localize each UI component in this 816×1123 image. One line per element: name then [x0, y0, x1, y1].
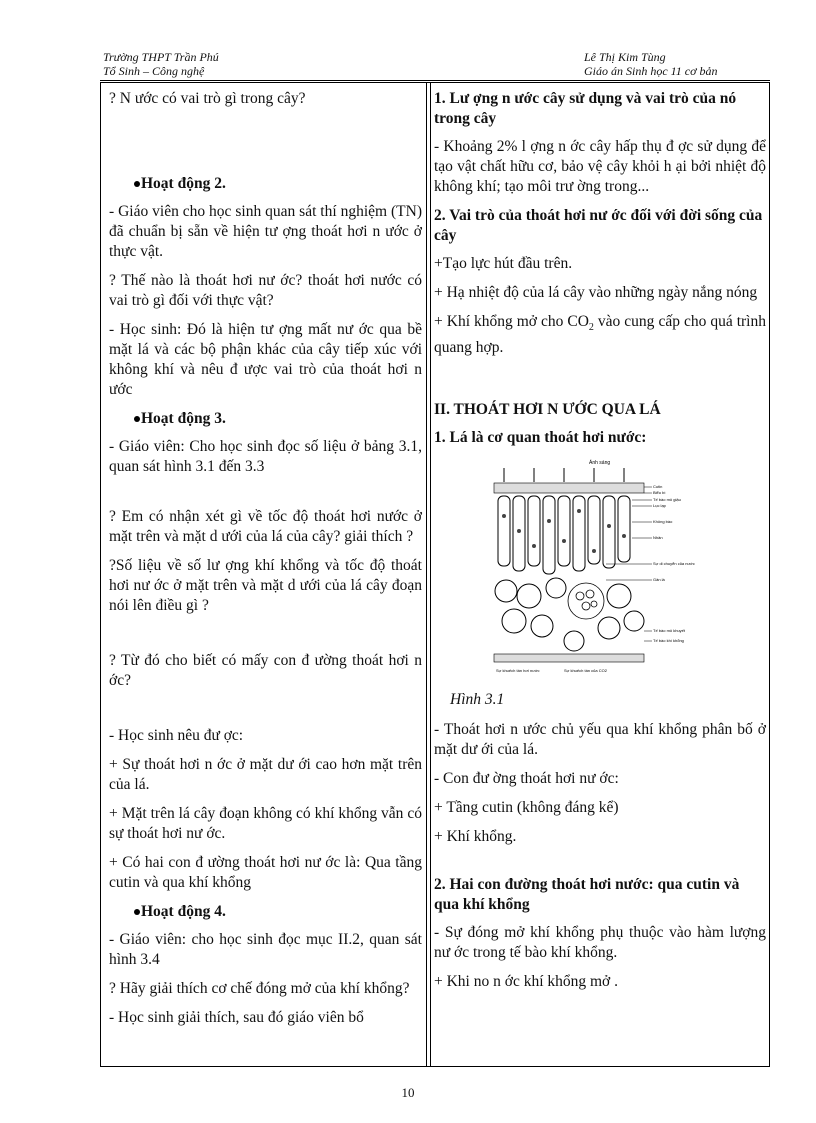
svg-text:Lục lạp: Lục lạp	[653, 503, 666, 509]
teacher-name: Lê Thị Kim Tùng	[584, 50, 666, 64]
svg-text:Biểu bì: Biểu bì	[653, 490, 666, 496]
header-rule	[100, 80, 770, 81]
department-name: Tổ Sinh – Công nghệ	[103, 64, 205, 78]
answer-1: + Sự thoát hơi n ớc ở mặt dư ới cao hơn mặt trên của lá.	[109, 756, 422, 793]
epidermis-upper	[494, 483, 644, 493]
transpiration-text: - Thoát hơi n ước chủ yếu qua khí khổng phân bố ở mặt dư ới của lá.	[434, 721, 766, 759]
palisade-cells	[498, 496, 630, 574]
section-1-text: - Khoảng 2% l ợng n ớc cây hấp thụ đ ợc sử dụng để tạo vật chất hữu cơ, bảo vệ cây khỏi h ại bởi nhiệt độ không khí; tạo môi trư ờng trong...	[434, 138, 766, 195]
content-column	[434, 83, 766, 1066]
epidermis-lower	[494, 654, 644, 662]
section-ii-2-heading: 2. Hai con đường thoát hơi nước: qua cutin và qua khí khổng	[434, 876, 740, 914]
svg-text:Tế bào khí khổng: Tế bào khí khổng	[653, 638, 684, 644]
question-5: ? Từ đó cho biết có mấy con đ ường thoát hơi n ớc?	[109, 652, 422, 689]
column-divider	[426, 83, 427, 1066]
header-right	[584, 50, 718, 78]
light-arrows-icon	[504, 468, 624, 482]
stomata-mechanism: - Sự đóng mở khí khổng phụ thuộc vào hàm lượng nư ớc trong tế bào khí khổng.	[434, 924, 766, 962]
answer-3: + Có hai con đ ường thoát hơi nư ớc là: Qua tầng cutin và qua khí khổng	[109, 854, 422, 891]
svg-text:Sự di chuyển của nước: Sự di chuyển của nước	[653, 561, 695, 567]
role-2: + Hạ nhiệt độ của lá cây vào những ngày nắng nóng	[434, 284, 758, 301]
light-label: Ánh sáng	[589, 460, 611, 467]
svg-text:Gân lá: Gân lá	[653, 577, 665, 583]
section-ii-1-heading: 1. Lá là cơ quan thoát hơi nước:	[434, 429, 647, 447]
school-name: Trường THPT Trần Phú	[103, 50, 219, 64]
header-left	[103, 50, 219, 78]
role-3: + Khí khổng mở cho $CO_2$ vào cung cấp cho quá trình quang hợp.	[434, 313, 766, 357]
svg-text:Sự khuếch tán của CO2: Sự khuếch tán của CO2	[564, 668, 607, 674]
stomata-open: + Khi no n ớc khí khổng mở .	[434, 973, 619, 991]
activity-2-heading: Hoạt động 2.	[109, 174, 422, 194]
column-divider-2	[430, 83, 431, 1066]
bullet-icon	[134, 416, 140, 422]
subject-name: Giáo án Sinh học 11 cơ bản	[584, 64, 718, 78]
question-2: ? Thế nào là thoát hơi nư ớc? thoát hơi nước có vai trò gì đối với thực vật?	[109, 272, 422, 309]
activity-4-heading: Hoạt động 4.	[109, 902, 422, 922]
leaf-diagram	[494, 456, 695, 686]
bullet-icon	[134, 909, 140, 915]
leaf-cross-section-figure	[494, 456, 695, 686]
answer-2: + Mặt trên lá cây đoạn không có khí khổng vẫn có sự thoát hơi nư ớc.	[109, 805, 422, 842]
pathway-intro: - Con đư ờng thoát hơi nư ớc:	[434, 770, 619, 788]
section-ii-heading: II. THOÁT HƠI N ƯỚC QUA LÁ	[434, 401, 661, 419]
student-activity-2: - Học sinh: Đó là hiện tư ợng mất nư ớc qua bề mặt lá và các bộ phận khác của cây tiếp xúc với không khí và nêu đ ược vai trò của thoát hơi n ước	[109, 321, 422, 398]
teacher-student-column	[109, 83, 422, 1066]
svg-text:Tế bào mô giậu: Tế bào mô giậu	[653, 497, 681, 503]
spongy-cells	[495, 578, 644, 651]
svg-text:Không bào: Không bào	[653, 519, 673, 525]
page-number: 10	[401, 1085, 415, 1100]
teacher-activity-2: - Giáo viên cho học sinh quan sát thí nghiệm (TN) đã chuẩn bị sẵn về hiện tư ợng thoát hơi n ước ở thực vật.	[109, 203, 422, 260]
role-1: +Tạo lực hút đầu trên.	[434, 255, 573, 272]
vein-bundle	[568, 583, 604, 619]
svg-text:Sự khuếch tán hơi nước: Sự khuếch tán hơi nước	[496, 668, 540, 674]
svg-text:Tế bào mô khuyết: Tế bào mô khuyết	[653, 628, 686, 634]
bullet-icon	[134, 181, 140, 187]
section-2-heading: 2. Vai trò của thoát hơi nư ớc đối với đời sống của cây	[434, 207, 763, 244]
svg-text:Cutin: Cutin	[653, 484, 663, 490]
teacher-activity-4: - Giáo viên: cho học sinh đọc mục II.2, quan sát hình 3.4	[109, 931, 422, 968]
question-1: ? N ước có vai trò gì trong cây?	[109, 90, 306, 107]
svg-text:Nhân: Nhân	[653, 535, 663, 541]
lesson-table	[100, 82, 770, 1067]
question-3: ? Em có nhận xét gì về tốc độ thoát hơi nước ở mặt trên và mặt d ưới của lá của cây? giải thích ?	[109, 508, 422, 545]
pathway-stomata: + Khí khổng.	[434, 828, 517, 846]
activity-3-heading: Hoạt động 3.	[109, 409, 422, 429]
question-4: ?Số liệu về số lư ợng khí khổng và tốc độ thoát hơi nư ớc ở mặt trên và mặt d ưới của lá cây đoạn nói lên điều gì ?	[109, 557, 422, 614]
student-activity-3: - Học sinh nêu đư ợc:	[109, 727, 244, 744]
question-6: ? Hãy giải thích cơ chế đóng mở của khí khổng?	[109, 980, 410, 997]
figure-caption: Hình 3.1	[450, 691, 505, 709]
teacher-activity-3: - Giáo viên: Cho học sinh đọc số liệu ở bảng 3.1, quan sát hình 3.1 đến 3.3	[109, 438, 422, 475]
student-activity-4: - Học sinh giải thích, sau đó giáo viên bổ	[109, 1009, 364, 1026]
section-1-heading: 1. Lư ợng n ước cây sử dụng và vai trò của nó trong cây	[434, 90, 737, 127]
pathway-cutin: + Tầng cutin (không đáng kể)	[434, 799, 619, 817]
